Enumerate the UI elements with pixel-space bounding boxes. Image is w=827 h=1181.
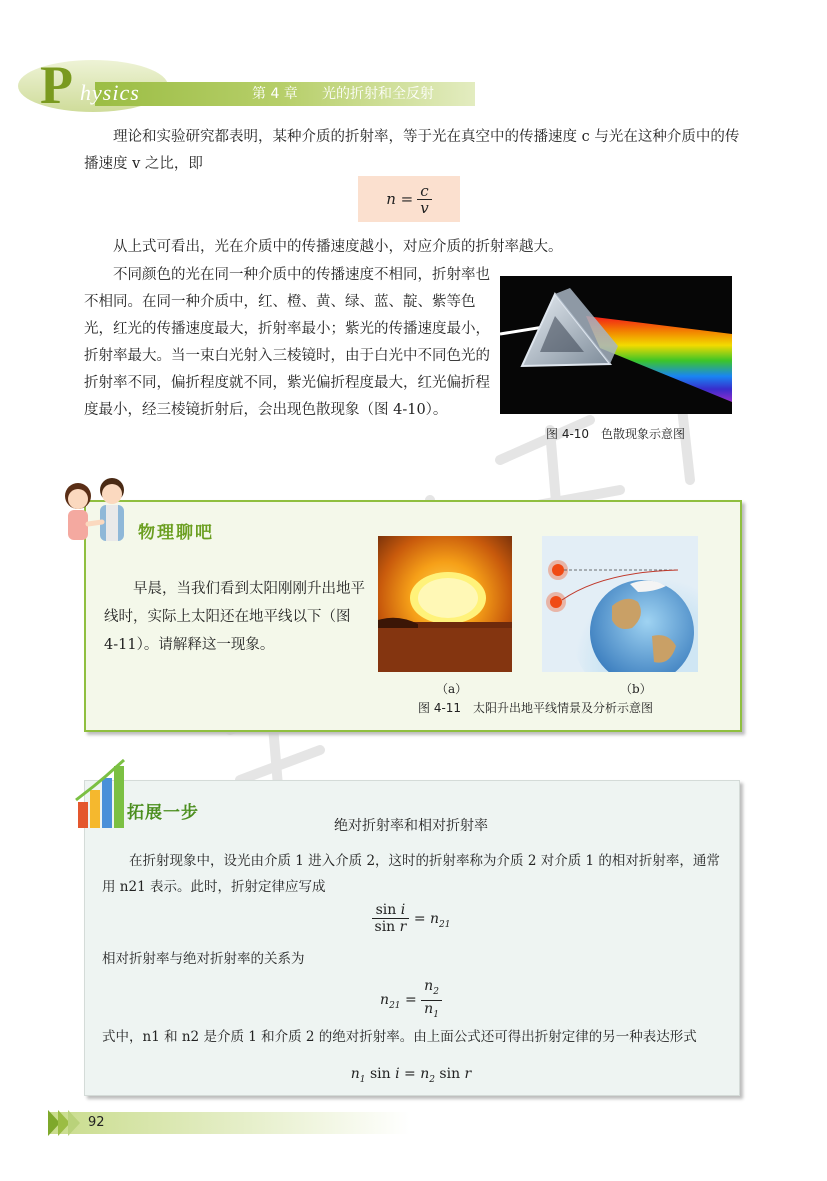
formula-fraction: [417, 183, 431, 216]
extension-title: 拓展一步: [127, 803, 199, 823]
formula-snell-absolute: $n_1$ $\sin i = n_2$ sin r: [350, 1066, 472, 1085]
formula-lhs: n =: [386, 190, 414, 208]
paragraph-refraction-definition: 理论和实验研究都表明，某种介质的折射率，等于光在真空中的传播速度 c 与光在这种介质中的传播速度 v 之比，即: [84, 129, 740, 172]
prism-graphic: [500, 276, 732, 414]
extension-paragraph-relative-index: 在折射现象中，设光由介质 1 进入介质 2，这时的折射率称为介质 2 对介质 1 的相对折射率，通常用 n21 表示。此时，折射定律应写成: [102, 853, 720, 895]
formula-sin-fraction: $\frac{\text{sin i}}{\text{sin r}}$: [372, 902, 410, 935]
paragraph-dispersion: 不同颜色的光在同一种介质中的传播速度不相同，折射率也不相同。在同一种介质中，红、橙、黄、绿、蓝、靛、紫等色光，红光的传播速度最大，折射率最小；紫光的传播速度最小，折射率最大。当一束白光射入三棱镜时，由于白光中不同色光的折射率不同，偏折程度就不同，紫光偏折程度最大，红光偏折程度最小，经三棱镜折射后，会出现色散现象（图 4-10）。: [84, 267, 490, 418]
formula-numerator: c: [417, 183, 431, 200]
formula-n-equals-c-over-v: [358, 176, 460, 222]
formula-relative-absolute: $n_{21}$ = $\frac{n_2}{n_1}$: [84, 978, 738, 1023]
figure-4-11-b-label: （b）: [620, 682, 652, 696]
header-chapter-title: 光的折射和全反射: [322, 86, 434, 102]
page-number: 92: [88, 1115, 105, 1130]
students-illustration: [56, 474, 138, 552]
sunrise-photo: [378, 536, 512, 672]
header-brand-rest: hysics: [80, 80, 140, 105]
physics-chat-title: 物理聊吧: [138, 523, 214, 543]
formula-n2-over-n1: $\frac{n_2}{n_1}$: [421, 978, 442, 1023]
figure-4-11-a-label: （a）: [436, 682, 468, 696]
prism-dispersion-image: [500, 276, 732, 414]
formula-snell-relative: $\frac{\text{sin i}}{\text{sin r}}$ = $n_{21}$: [84, 902, 738, 935]
header-brand-initial: P: [40, 55, 73, 115]
extension-paragraph-absolute-index: 式中，n1 和 n2 是介质 1 和介质 2 的绝对折射率。由上面公式还可得出折射定律的另一种表达形式: [102, 1029, 697, 1045]
extension-heading: 绝对折射率和相对折射率: [334, 818, 488, 834]
header-chapter: 第 4 章: [252, 86, 298, 102]
figure-4-11-caption: 图 4-11 太阳升出地平线情景及分析示意图: [418, 701, 654, 715]
sunrise-graphic: [378, 536, 512, 672]
formula-denominator: v: [420, 198, 429, 217]
earth-graphic: [542, 536, 698, 672]
paragraph-speed-relation: 从上式可看出，光在介质中的传播速度越小，对应介质的折射率越大。: [113, 239, 563, 255]
extension-paragraph-relation: 相对折射率与绝对折射率的关系为: [102, 951, 305, 967]
earth-refraction-diagram: [542, 536, 698, 672]
physics-chat-question: 早晨，当我们看到太阳刚刚升出地平线时，实际上太阳还在地平线以下（图 4-11）。请解释这一现象。: [104, 581, 365, 653]
figure-4-10-caption: 图 4-10 色散现象示意图: [546, 427, 686, 441]
footer-arrow-icon: [48, 1110, 82, 1136]
